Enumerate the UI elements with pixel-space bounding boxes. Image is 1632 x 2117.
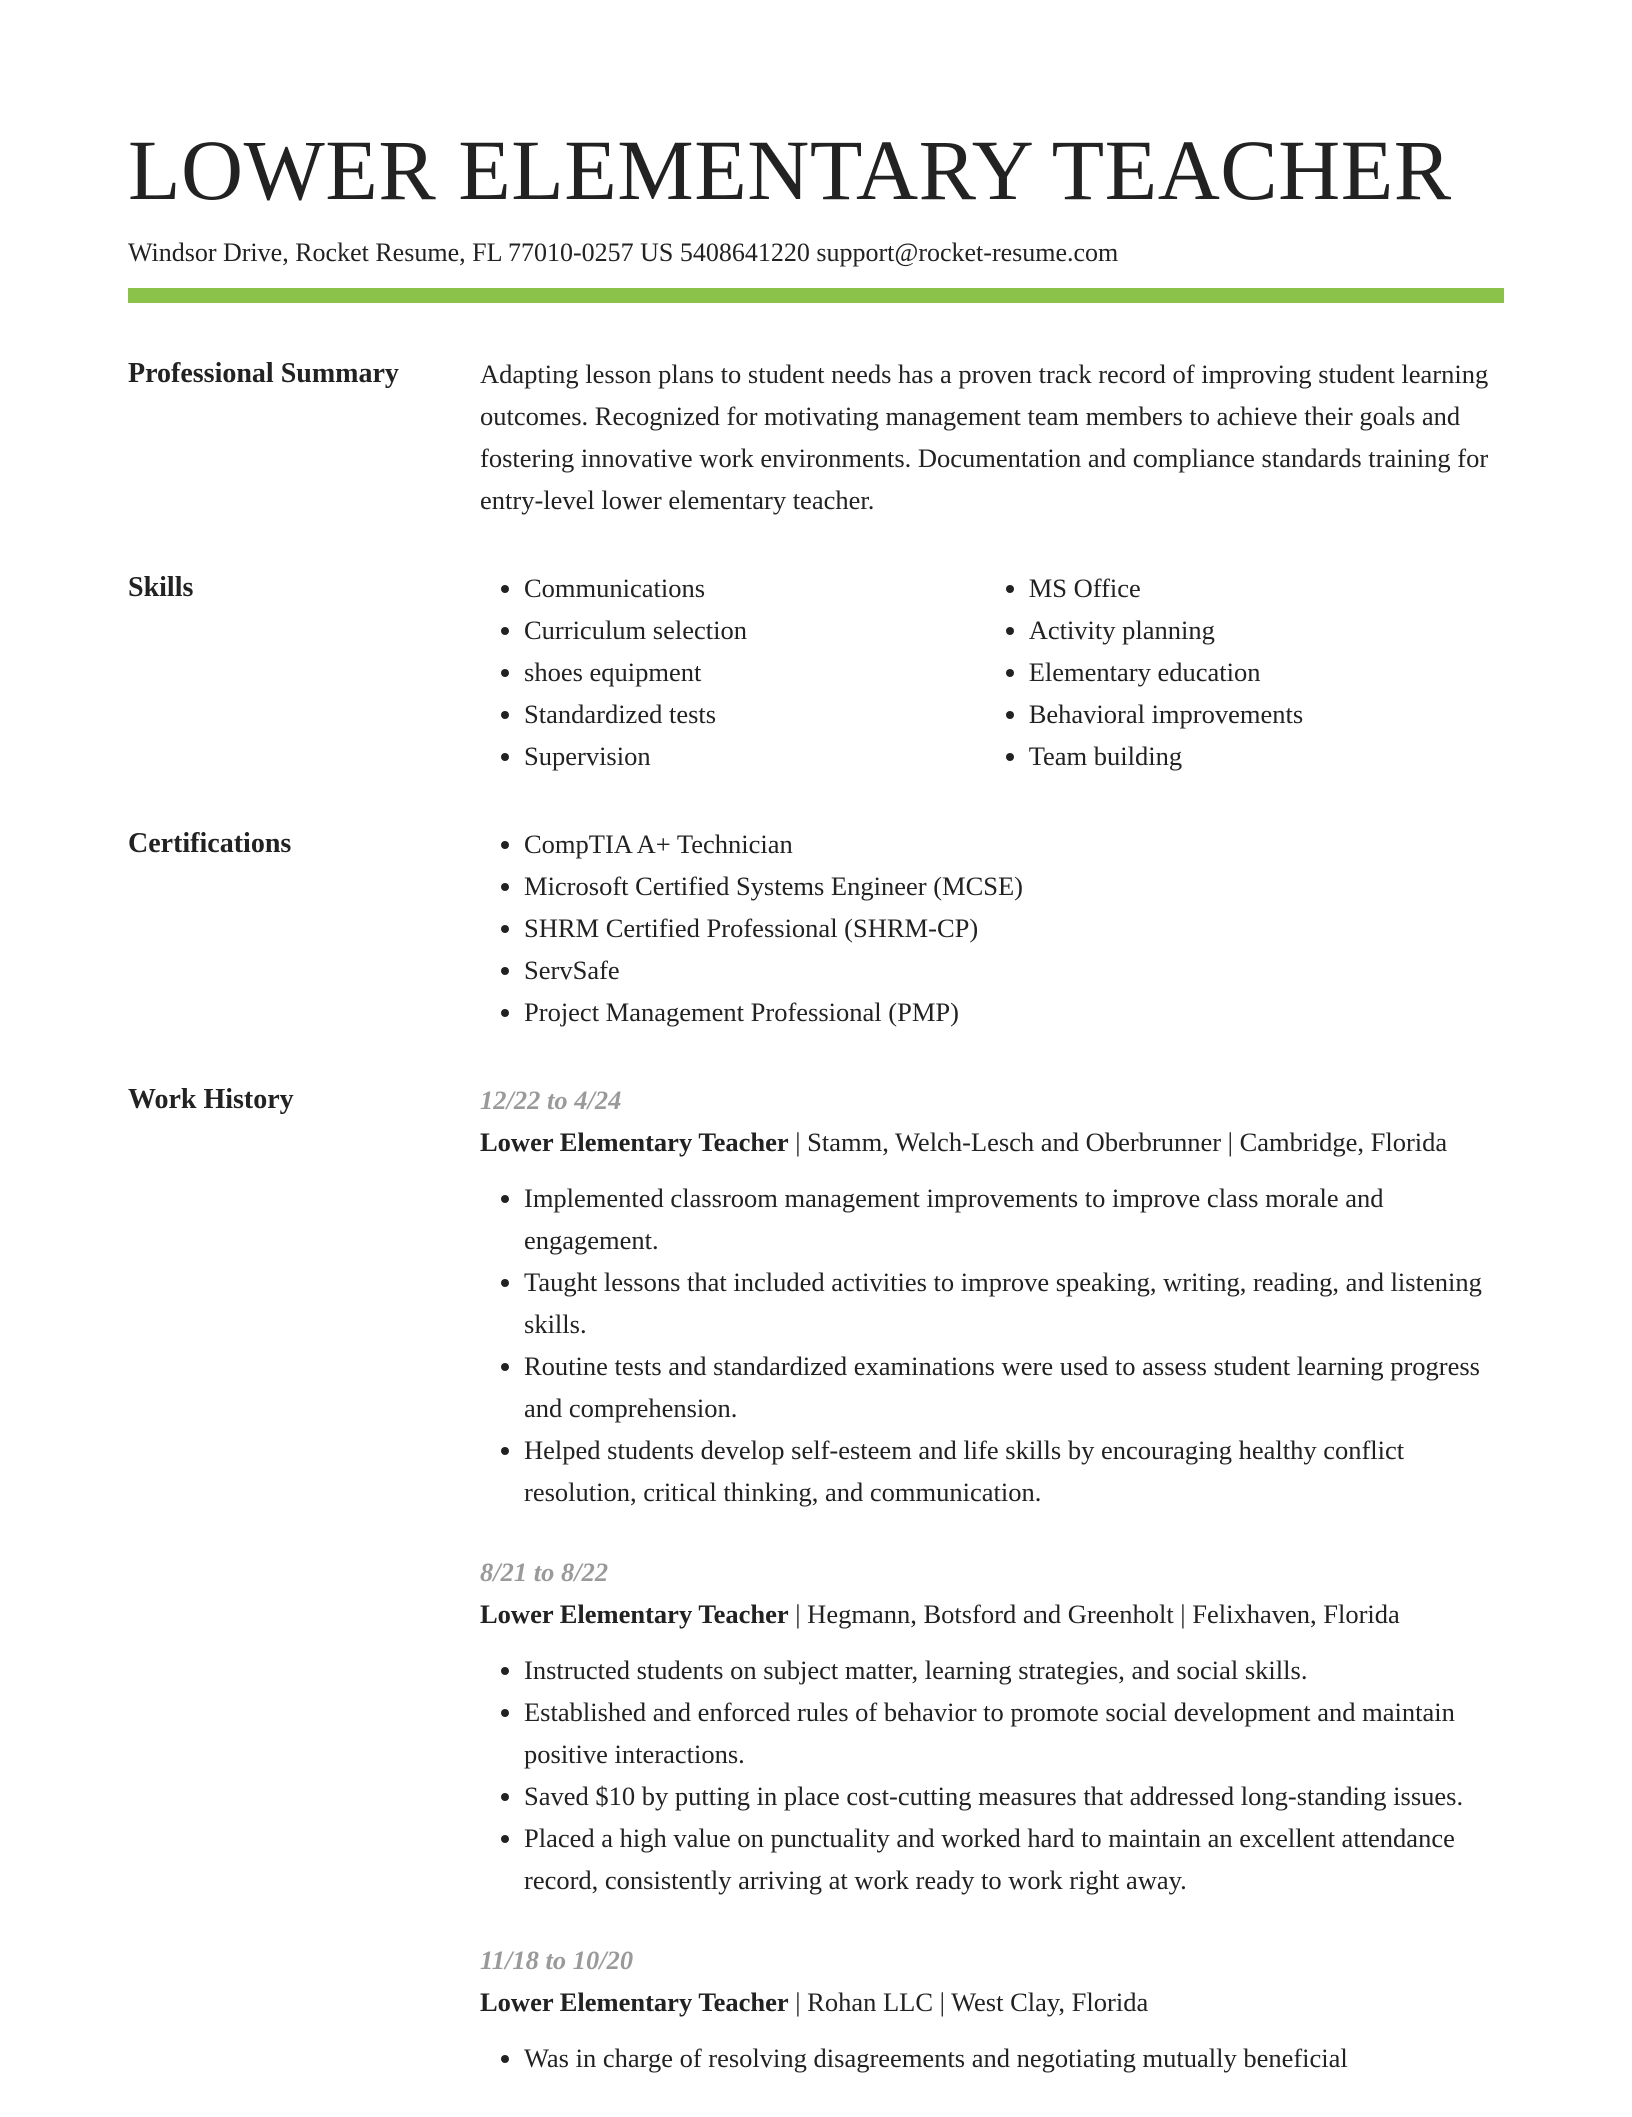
accent-divider	[128, 288, 1504, 303]
job-duty: • Was in charge of resolving disagreements and negotiating mutually beneficial	[524, 2037, 1504, 2079]
certifications-section	[128, 823, 1504, 1033]
certification-item: • ServSafe	[524, 949, 1504, 991]
summary-section	[128, 353, 1504, 521]
job-duty: • Routine tests and standardized examinations were used to assess student learning progress and comprehension.	[524, 1345, 1504, 1429]
section-label-summary: Professional Summary	[128, 358, 399, 389]
job-heading	[480, 1981, 1504, 2023]
job-heading	[480, 1121, 1504, 1163]
job-duty: • Implemented classroom management improvements to improve class morale and engagement.	[524, 1177, 1504, 1261]
job-duty: • Taught lessons that included activities to improve speaking, writing, reading, and listening skills.	[524, 1261, 1504, 1345]
skill-item: • Behavioral improvements	[1029, 693, 1504, 735]
job-title: Lower Elementary Teacher	[480, 1127, 789, 1157]
job-employer-location: | Stamm, Welch-Lesch and Oberbrunner | Cambridge, Florida	[788, 1127, 1448, 1157]
certification-item: • Microsoft Certified Systems Engineer (MCSE)	[524, 865, 1504, 907]
skill-item: • Communications	[524, 567, 985, 609]
job-title: Lower Elementary Teacher	[480, 1599, 789, 1629]
summary-text: Adapting lesson plans to student needs has a proven track record of improving student learning outcomes. Recognized for motivating management team members to achieve their goals and fostering innovative work environments. Documentation and compliance standards training for entry-level lower elementary teacher.	[480, 359, 1489, 515]
job-dates: 11/18 to 10/20	[480, 1945, 634, 1975]
certification-item: • Project Management Professional (PMP)	[524, 991, 1504, 1033]
job-dates: 12/22 to 4/24	[480, 1085, 622, 1115]
section-label-certifications: Certifications	[128, 828, 292, 859]
skill-item: • Supervision	[524, 735, 985, 777]
skills-grid	[480, 567, 1504, 777]
skill-item: • Standardized tests	[524, 693, 985, 735]
skill-item: • Team building	[1029, 735, 1504, 777]
certification-item: • SHRM Certified Professional (SHRM-CP)	[524, 907, 1504, 949]
job-duties-list	[480, 2037, 1504, 2079]
job-title: Lower Elementary Teacher	[480, 1987, 789, 2017]
job-duties-list	[480, 1649, 1504, 1901]
skills-list-right	[985, 567, 1504, 777]
skill-item: • MS Office	[1029, 567, 1504, 609]
job-entry	[480, 1079, 1504, 1513]
resume-page	[128, 0, 1504, 2117]
job-entry	[480, 1939, 1504, 2079]
skill-item: • Elementary education	[1029, 651, 1504, 693]
job-duty: • Established and enforced rules of behavior to promote social development and maintain positive interactions.	[524, 1691, 1504, 1775]
contact-line: Windsor Drive, Rocket Resume, FL 77010-0257 US 5408641220 support@rocket-resume.com	[128, 238, 1119, 267]
job-duty: • Saved $10 by putting in place cost-cutting measures that addressed long-standing issues.	[524, 1775, 1504, 1817]
certifications-list	[480, 823, 1504, 1033]
skill-item: • shoes equipment	[524, 651, 985, 693]
skills-list-left	[480, 567, 985, 777]
skills-section	[128, 567, 1504, 777]
job-duties-list	[480, 1177, 1504, 1513]
job-entry	[480, 1551, 1504, 1901]
section-label-work-history: Work History	[128, 1084, 294, 1115]
resume-title: LOWER ELEMENTARY TEACHER	[128, 122, 1452, 218]
skill-item: • Activity planning	[1029, 609, 1504, 651]
certification-item: • CompTIA A+ Technician	[524, 823, 1504, 865]
job-employer-location: | Hegmann, Botsford and Greenholt | Felixhaven, Florida	[788, 1599, 1400, 1629]
job-duty: • Instructed students on subject matter, learning strategies, and social skills.	[524, 1649, 1504, 1691]
work-history-section	[128, 1079, 1504, 2117]
skill-item: • Curriculum selection	[524, 609, 985, 651]
job-heading	[480, 1593, 1504, 1635]
job-duty: • Helped students develop self-esteem and life skills by encouraging healthy conflict resolution, critical thinking, and communication.	[524, 1429, 1504, 1513]
job-employer-location: | Rohan LLC | West Clay, Florida	[788, 1987, 1149, 2017]
section-label-skills: Skills	[128, 572, 194, 603]
job-duty: • Placed a high value on punctuality and worked hard to maintain an excellent attendance record, consistently arriving at work ready to work right away.	[524, 1817, 1504, 1901]
job-dates: 8/21 to 8/22	[480, 1557, 609, 1587]
